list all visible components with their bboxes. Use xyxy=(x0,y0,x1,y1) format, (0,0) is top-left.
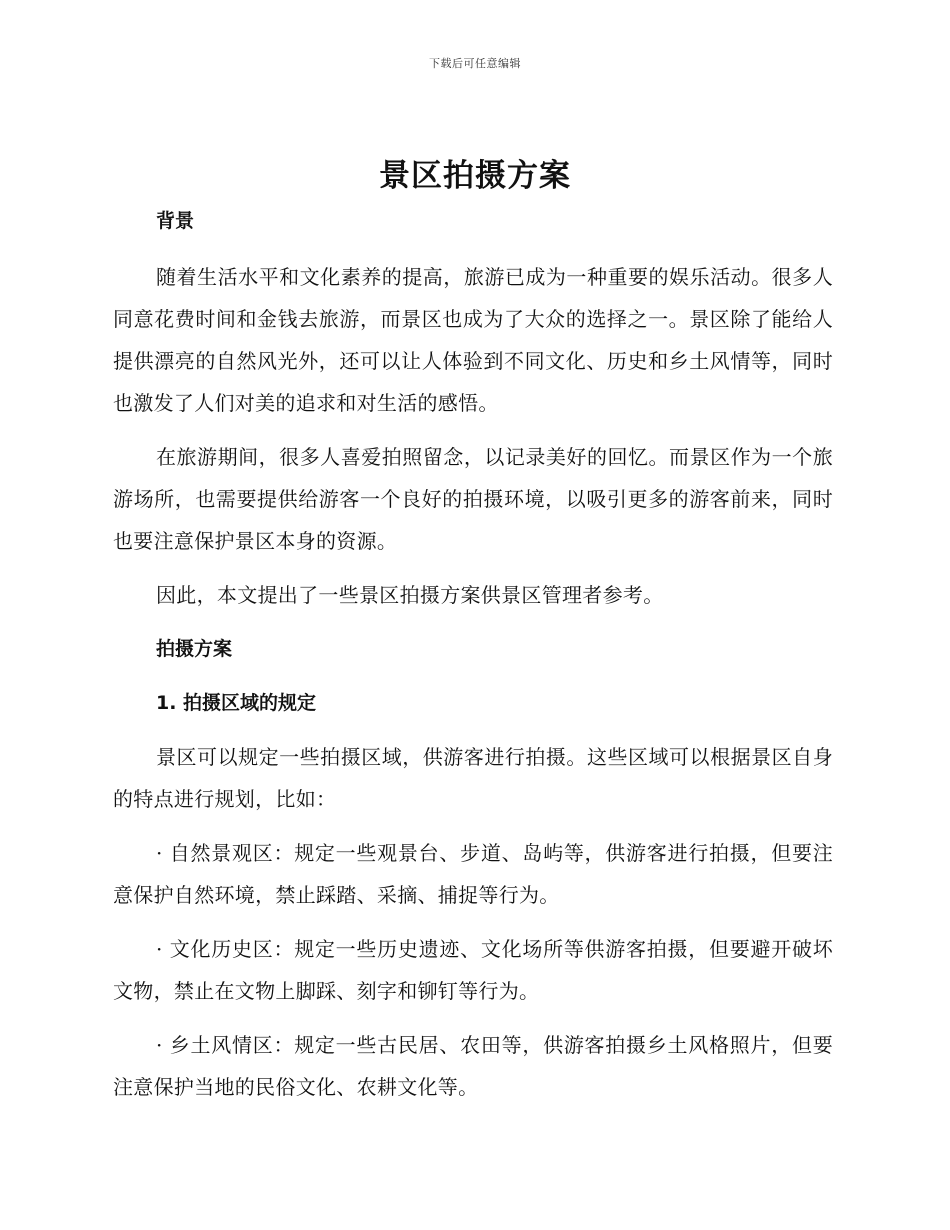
paragraph: 随着生活水平和文化素养的提高，旅游已成为一种重要的娱乐活动。很多人同意花费时间和金钱去旅游，而景区也成为了大众的选择之一。景区除了能给人提供漂亮的自然风光外，还可以让人体验到不同文化、历史和乡土风情等，同时也激发了人们对美的追求和对生活的感悟。 xyxy=(113,265,833,415)
paragraph: 在旅游期间，很多人喜爱拍照留念，以记录美好的回忆。而景区作为一个旅游场所，也需要提供给游客一个良好的拍摄环境，以吸引更多的游客前来，同时也要注意保护景区本身的资源。 xyxy=(113,445,833,553)
section-heading-background: 背景 xyxy=(156,210,195,232)
document-body xyxy=(113,200,833,1108)
paragraph: 因此，本文提出了一些景区拍摄方案供景区管理者参考。 xyxy=(156,583,664,607)
bullet-item: · 文化历史区：规定一些历史遗迹、文化场所等供游客拍摄，但要避开破坏文物，禁止在文物上脚踩、刻字和铆钉等行为。 xyxy=(113,937,833,1003)
subheading-shooting-area: 1. 拍摄区域的规定 xyxy=(156,692,317,714)
header-note: 下载后可任意编辑 xyxy=(429,57,521,70)
section-heading-plan: 拍摄方案 xyxy=(156,638,233,660)
bullet-item: · 乡土风情区：规定一些古民居、农田等，供游客拍摄乡土风格照片，但要注意保护当地的民俗文化、农耕文化等。 xyxy=(113,1033,833,1099)
document-title: 景区拍摄方案 xyxy=(379,158,571,194)
paragraph: 景区可以规定一些拍摄区域，供游客进行拍摄。这些区域可以根据景区自身的特点进行规划，比如： xyxy=(113,745,833,811)
bullet-item: · 自然景观区：规定一些观景台、步道、岛屿等，供游客进行拍摄，但要注意保护自然环境，禁止踩踏、采摘、捕捉等行为。 xyxy=(113,841,833,907)
